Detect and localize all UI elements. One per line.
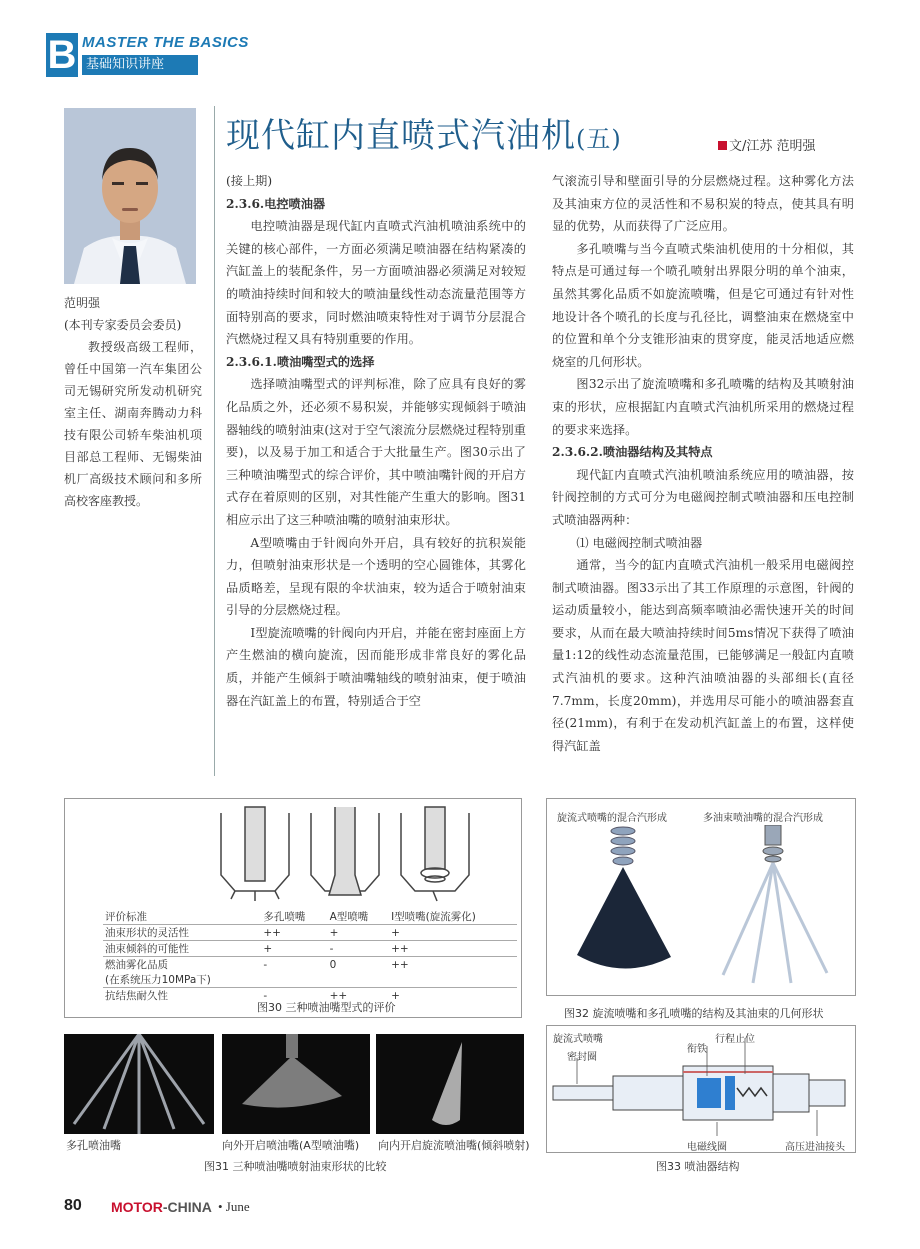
article-column-1 — [226, 170, 526, 712]
table-cell — [389, 972, 517, 988]
table-row — [103, 957, 517, 973]
nozzle-evaluation-table — [103, 909, 517, 1003]
paragraph: ⑴ 电磁阀控制式喷油器 — [576, 535, 703, 550]
table-cell: ++ — [389, 941, 517, 957]
figure-30 — [64, 798, 522, 1018]
magazine-name — [111, 1199, 212, 1215]
table-header-cell: 评价标准 — [103, 909, 261, 925]
figure-31a-photo — [64, 1034, 214, 1134]
table-cell: - — [328, 941, 389, 957]
byline-marker-icon — [718, 141, 727, 150]
author-name: 范明强 — [64, 296, 101, 310]
table-header-cell: 多孔喷嘴 — [261, 909, 327, 925]
table-cell: 0 — [329, 958, 337, 971]
paragraph: 电控喷油器是现代缸内直喷式汽油机喷油系统中的关键的核心部件，一方面必须满足喷油器在结构紧凑的汽缸盖上的装配条件，另一方面喷油器必须满足对较短的喷油持续时间和较大的喷油量线性动态流量范围等方面特别高的要求，同时燃油喷束特性对于调节分层混合汽燃烧过程又具有特别重要的作用。 — [226, 219, 526, 347]
table-cell: ++ — [391, 958, 409, 971]
continued-note: (接上期) — [226, 174, 273, 188]
paragraph: 气滚流引导和壁面引导的分层燃烧过程。这种雾化方法及其油束方位的灵活性和不易积炭的特点，使其具有明显的优势，从而获得了广泛应用。 — [552, 174, 854, 234]
table-cell — [328, 972, 389, 988]
figure-33-caption: 图33 喷油器结构 — [656, 1160, 740, 1173]
table-cell: + — [328, 925, 389, 941]
table-row — [103, 941, 517, 957]
table-cell: + — [389, 925, 517, 941]
table-cell: 油束形状的灵活性 — [103, 925, 261, 941]
byline-text: 文/江苏 范明强 — [729, 139, 816, 154]
figure-31b-label: 向外开启喷油嘴(A型喷油嘴) — [222, 1139, 360, 1152]
brand-title-cn: 基础知识讲座 — [82, 55, 198, 75]
author-bio — [64, 292, 202, 512]
author-description: 教授级高级工程师，曾任中国第一汽车集团公司无锡研究所发动机研究室主任、湖南奔腾动力科技有限公司轿车柴油机项目部总工程师、无锡柴油机厂高级技术顾问和多所高校客座教授。 — [64, 340, 202, 508]
table-cell: + — [391, 989, 400, 1002]
table-cell: 油束倾斜的可能性 — [103, 941, 261, 957]
paragraph: I型旋流喷嘴的针阀向内开启，并能在密封座面上方产生燃油的横向旋流，因而能形成非常良好的雾化品质，并能产生倾斜于喷油嘴轴线的喷射油束，便于喷油器在汽缸盖上的布置，特别适合于空 — [226, 625, 526, 708]
page-number: 80 — [64, 1197, 82, 1214]
figure-32 — [546, 798, 856, 996]
figure-33-label-inlet: 高压进油接头 — [785, 1142, 845, 1153]
article-title — [226, 108, 622, 157]
byline — [718, 135, 816, 154]
paragraph: 通常，当今的缸内直喷式汽油机一般采用电磁阀控制式喷油器。图33示出了其工作原理的示意图，针阀的运动质量较小，能达到高频率喷油必需快速开关的时间要求，从而在最大喷油持续时间5ms情况下获得了喷油量1:12的线性动态流量范围，已能够满足一般缸内直喷式汽油机的要求。这种汽油喷油器的头部细长(直径7.7mm，长度20mm)，并选用尽可能小的喷油器套直径(21mm)，有利于在发动机汽缸盖上的布置，这样使得汽缸盖 — [552, 558, 854, 753]
figure-31b-photo — [222, 1034, 370, 1134]
table-header-row — [103, 909, 517, 925]
table-header-cell: I型喷嘴(旋流雾化) — [389, 909, 517, 925]
title-part: (五) — [576, 125, 622, 153]
table-cell: ++ — [261, 925, 327, 941]
figure-33 — [546, 1025, 856, 1153]
section-heading: 2.3.6.2.喷油器结构及其特点 — [552, 445, 713, 460]
paragraph: 选择喷油嘴型式的评判标准，除了应具有良好的雾化品质之外，还必须不易积炭，并能够实现倾斜于喷油器轴线的喷射油束(这对于空气滚流分层燃烧过程特别重要)，以及易于加工和适合于大批量生产。图30示出了三种喷油嘴型式的综合评价，其中喷油嘴针阀的开启方式存在着原则的区别，对其性能产生重大的影响。图31相应示出了这三种喷油嘴的喷射油束形状。 — [226, 377, 526, 527]
table-cell — [261, 972, 327, 988]
table-row — [103, 972, 517, 988]
magazine-name-b: -CHINA — [162, 1199, 212, 1215]
column-divider — [214, 106, 215, 776]
paragraph: 图32示出了旋流喷嘴和多孔喷嘴的结构及其喷射油束的形状，应根据缸内直喷式汽油机所采用的燃烧过程的要求来选择。 — [552, 377, 854, 437]
figure-31a-label: 多孔喷油嘴 — [66, 1139, 121, 1152]
brand-logo-letter: B — [47, 33, 77, 77]
paragraph: A型喷嘴由于针阀向外开启，具有较好的抗积炭能力，但喷射油束形状是一个透明的空心圆锥体，其雾化品质略差，呈现有限的伞状油束，较为适合于喷射油束引导的分层燃烧过程。 — [226, 535, 526, 618]
table-cell: 抗结焦耐久性 — [105, 990, 168, 1002]
table-header-cell: A型喷嘴 — [328, 909, 389, 925]
table-cell: 燃油雾化品质 — [105, 959, 168, 971]
title-main: 现代缸内直喷式汽油机 — [226, 116, 576, 156]
paragraph: 多孔喷嘴与当今直喷式柴油机使用的十分相似，其特点是可通过每一个喷孔喷射出界限分明的单个油束，虽然其雾化品质不如旋流喷嘴，但是它可通过有针对性地设计各个喷孔的长度与孔径比，调整油束在燃烧室中的位置和单个分支锥形油束的贯穿度，能灵活地适应燃烧室的几何形状。 — [552, 241, 854, 369]
figure-32-caption: 图32 旋流喷嘴和多孔喷嘴的结构及其油束的几何形状 — [564, 1007, 824, 1020]
author-role: (本刊专家委员会委员) — [64, 318, 182, 332]
table-cell: - — [263, 989, 268, 1002]
figure-32-label-left: 旋流式喷嘴的混合汽形成 — [557, 813, 667, 824]
figure-33-label-coil: 电磁线圈 — [687, 1142, 727, 1153]
section-heading: 2.3.6.1.喷油嘴型式的选择 — [226, 354, 375, 369]
figure-33-label-seal: 密封圈 — [567, 1052, 597, 1063]
figure-33-label-nozzle: 旋流式喷嘴 — [553, 1034, 603, 1045]
table-cell: (在系统压力10MPa下) — [103, 972, 261, 988]
brand-title-en: MASTER THE BASICS — [82, 34, 249, 51]
figure-30-caption: 图30 三种喷油嘴型式的评价 — [257, 1001, 396, 1014]
magazine-name-a: MOTOR — [111, 1199, 163, 1215]
author-photo — [64, 108, 196, 284]
paragraph: 现代缸内直喷式汽油机喷油系统应用的喷油器，按针阀控制的方式可分为电磁阀控制式喷油器和压电控制式喷油器两种： — [552, 467, 854, 527]
section-heading: 2.3.6.电控喷油器 — [226, 196, 326, 211]
article-column-2 — [552, 170, 854, 757]
nozzle-diagrams — [215, 805, 475, 903]
table-row — [103, 925, 517, 941]
issue-month: • June — [218, 1199, 250, 1214]
table-cell: ++ — [329, 989, 348, 1002]
figure-32-label-right: 多油束喷油嘴的混合汽形成 — [703, 813, 823, 824]
table-cell: - — [263, 958, 268, 971]
table-cell: + — [261, 941, 327, 957]
figure-31-caption: 图31 三种喷油嘴喷射油束形状的比较 — [204, 1160, 387, 1173]
figure-33-label-armature: 衔铁 — [687, 1044, 707, 1055]
figure-31c-label: 向内开启旋流喷油嘴(倾斜喷射) — [378, 1139, 530, 1152]
figure-31c-photo — [376, 1034, 524, 1134]
figure-33-label-stop: 行程止位 — [715, 1034, 755, 1045]
